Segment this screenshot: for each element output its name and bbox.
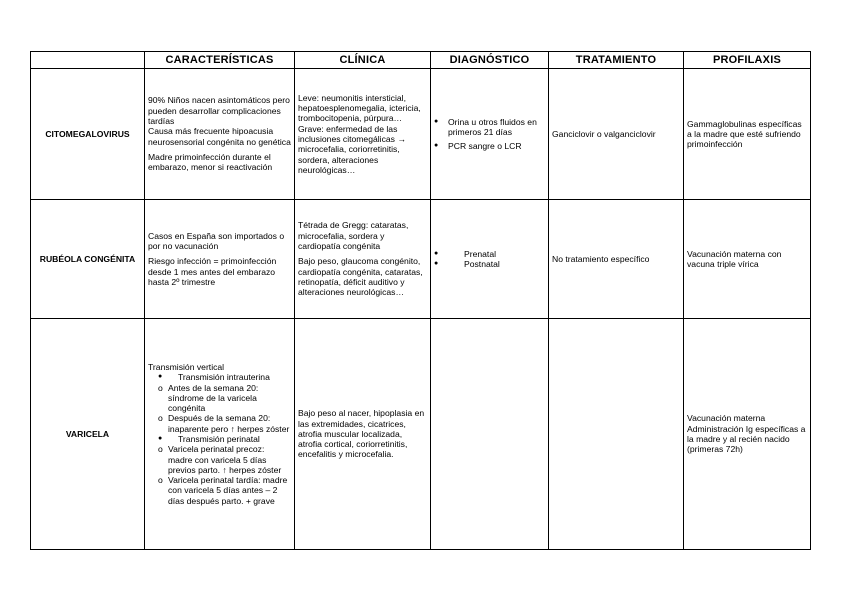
cell-text: Causa más frecuente hipoacusia neurosensorial congénita no genética — [148, 126, 291, 147]
sub-list — [158, 383, 291, 434]
cell-text: Bajo peso, glaucoma congénito, cardiopatía congénita, cataratas, retinopatía, déficit auditivo y alteraciones neurológicas… — [298, 256, 423, 298]
cell-text: Madre primoinfección durante el embarazo, menor si reactivación — [148, 151, 273, 173]
table-row-citomegalovirus — [31, 69, 811, 200]
diagnostico-list — [434, 249, 545, 270]
list-item-text: ● Transmisión perinatal — [158, 434, 291, 444]
sub-list — [158, 444, 291, 506]
cell-text: 90% Niños nacen asintomáticos pero pueden desarrollar complicaciones tardías — [148, 95, 290, 127]
cell-tratamiento — [549, 319, 684, 550]
diagnostico-list — [434, 117, 545, 152]
sub-list-item: o Varicela perinatal tardía: madre con varicela 5 días antes – 2 días después parto. + grave — [158, 475, 291, 506]
cell-text: Grave: enfermedad de las inclusiones citomegálicas → microcefalia, coriorretinitis, sordera, alteraciones neurológicas… — [298, 123, 406, 175]
header-profilaxis: PROFILAXIS — [684, 52, 811, 69]
list-item-text: ● Transmisión intrauterina — [158, 372, 291, 382]
cell-clinica: Bajo peso al nacer, hipoplasia en las extremidades, cicatrices, atrofia muscular localizada, atrofia cortical, coriorretinitis, encefalitis y microcefalia. — [295, 319, 431, 550]
cell-text: Transmisión vertical — [148, 361, 225, 372]
cell-profilaxis: Gammaglobulinas específicas a la madre que esté sufriendo primoinfección — [684, 69, 811, 200]
list-item-text: Prenatal — [464, 248, 497, 259]
list-item — [158, 372, 291, 434]
header-row — [31, 52, 811, 69]
cell-caracteristicas — [145, 319, 295, 550]
table-row-rubeola — [31, 200, 811, 319]
cell-text: Administración Ig específicas a la madre y al recién nacido (primeras 72h) — [687, 423, 806, 455]
sub-list-item: o Antes de la semana 20: síndrome de la varicela congénita — [158, 383, 291, 414]
cell-caracteristicas — [145, 69, 295, 200]
cell-text: Casos en España son importados o por no vacunación — [148, 230, 285, 252]
header-tratamiento: TRATAMIENTO — [549, 52, 684, 69]
cell-clinica — [295, 69, 431, 200]
row-name-rubeola: RUBÉOLA CONGÉNITA — [31, 200, 145, 319]
header-diagnostico: DIAGNÓSTICO — [431, 52, 549, 69]
cell-profilaxis — [684, 319, 811, 550]
cell-caracteristicas — [145, 200, 295, 319]
list-item — [434, 249, 545, 259]
header-empty — [31, 52, 145, 69]
cell-text: Riesgo infección = primoinfección desde 1 mes antes del embarazo hasta 2º trimestre — [148, 256, 277, 287]
header-caracteristicas: CARACTERÍSTICAS — [145, 52, 295, 69]
cell-text: Leve: neumonitis intersticial, hepatoesplenomegalia, ictericia, trombocitopenia, púrpura… — [298, 92, 421, 124]
cell-tratamiento: Ganciclovir o valganciclovir — [549, 69, 684, 200]
sub-list-item: o Varicela perinatal precoz: madre con varicela 5 días previos parto. ↑ herpes zóster — [158, 444, 291, 475]
list-item-text: PCR sangre o LCR — [448, 141, 522, 152]
cell-text: Tétrada de Gregg: cataratas, microcefalia, sordera y cardiopatía congénita — [298, 220, 409, 252]
row-name-citomegalovirus: CITOMEGALOVIRUS — [31, 69, 145, 200]
disease-table — [30, 51, 811, 550]
cell-profilaxis: Vacunación materna con vacuna triple vírica — [684, 200, 811, 319]
row-name-varicela: VARICELA — [31, 319, 145, 550]
header-clinica: CLÍNICA — [295, 52, 431, 69]
cell-clinica — [295, 200, 431, 319]
cell-tratamiento: No tratamiento específico — [549, 200, 684, 319]
list-item-text: Orina u otros fluidos en primeros 21 días — [448, 116, 537, 137]
list-item — [434, 259, 545, 269]
cell-text: Vacunación materna — [687, 413, 766, 424]
list-item — [434, 141, 545, 151]
list-item-text: Postnatal — [464, 259, 500, 269]
sub-list-item: o Después de la semana 20: inaparente pero ↑ herpes zóster — [158, 413, 291, 434]
cell-diagnostico — [431, 200, 549, 319]
cell-diagnostico — [431, 69, 549, 200]
list-item — [434, 117, 545, 138]
cell-diagnostico — [431, 319, 549, 550]
table-row-varicela — [31, 319, 811, 550]
transmision-list — [148, 372, 291, 506]
list-item — [158, 434, 291, 506]
